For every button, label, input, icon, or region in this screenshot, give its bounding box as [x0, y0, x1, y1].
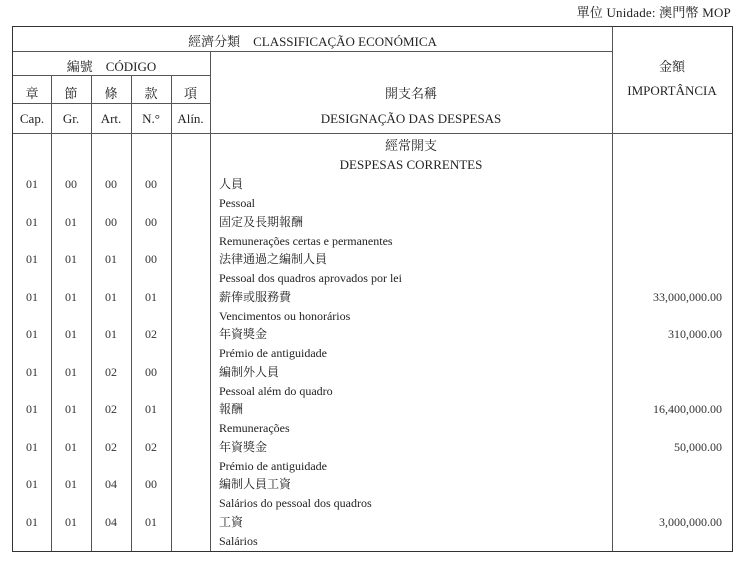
- amount-value: 3,000,000.00: [659, 515, 722, 529]
- designation-zh: 年資獎金: [219, 440, 268, 454]
- code-cell-cap: 01: [26, 290, 38, 304]
- designation-pt: Salários do pessoal dos quadros: [219, 496, 372, 510]
- code-cell-art: 02: [105, 440, 117, 454]
- amount-value: 310,000.00: [668, 327, 722, 341]
- amount-header-pt: IMPORTÂNCIA: [627, 83, 717, 98]
- col-header-cap: Cap.: [19, 111, 45, 126]
- designation-pt: Pessoal: [219, 196, 255, 210]
- code-cell-art: 01: [105, 252, 117, 266]
- designation-zh: 編制外人員: [219, 365, 280, 379]
- amount-value: 33,000,000.00: [653, 290, 722, 304]
- classification-header: 經濟分類 CLASSIFICAÇÃO ECONÓMICA: [188, 34, 437, 49]
- designation-pt: Remunerações certas e permanentes: [219, 234, 393, 248]
- designation-zh: 年資獎金: [219, 327, 268, 341]
- code-cell-cap: 01: [26, 215, 38, 229]
- code-cell-cap: 01: [26, 477, 38, 491]
- code-cell-no: 01: [145, 515, 157, 529]
- col-header-alin: Alín.: [177, 111, 204, 126]
- designation-pt: Pessoal dos quadros aprovados por lei: [219, 271, 402, 285]
- code-cell-cap: 01: [26, 252, 38, 266]
- designation-pt: Prémio de antiguidade: [219, 346, 327, 360]
- code-cell-art: 00: [105, 177, 117, 191]
- designation-zh: 人員: [219, 177, 244, 191]
- col-header-no: N.°: [142, 111, 160, 126]
- designation-zh: 報酬: [219, 402, 244, 416]
- code-cell-gr: 01: [65, 515, 77, 529]
- code-cell-gr: 01: [65, 252, 77, 266]
- designation-header-pt: DESIGNAÇÃO DAS DESPESAS: [320, 111, 502, 126]
- col-header-art: Art.: [100, 111, 122, 126]
- code-cell-no: 00: [145, 177, 157, 191]
- unit-label: 單位 Unidade: 澳門幣 MOP: [576, 5, 731, 20]
- amount-value: 16,400,000.00: [653, 402, 722, 416]
- code-cell-art: 04: [105, 515, 117, 529]
- code-cell-gr: 01: [65, 440, 77, 454]
- designation-pt: Salários: [219, 534, 258, 548]
- code-cell-gr: 01: [65, 327, 77, 341]
- designation-pt: Pessoal além do quadro: [219, 384, 333, 398]
- code-cell-gr: 01: [65, 290, 77, 304]
- code-cell-no: 01: [145, 290, 157, 304]
- row-divider: [13, 103, 210, 104]
- col-header-alin-zh: 項: [183, 86, 197, 101]
- col-divider: [612, 27, 613, 551]
- code-cell-art: 02: [105, 365, 117, 379]
- code-cell-gr: 01: [65, 215, 77, 229]
- section-title-pt: DESPESAS CORRENTES: [339, 157, 483, 172]
- designation-pt: Vencimentos ou honorários: [219, 309, 351, 323]
- code-cell-no: 00: [145, 215, 157, 229]
- designation-zh: 法律通過之編制人員: [219, 252, 328, 266]
- section-title-zh: 經常開支: [384, 138, 437, 153]
- col-divider: [171, 75, 172, 551]
- code-cell-no: 00: [145, 252, 157, 266]
- code-cell-art: 01: [105, 327, 117, 341]
- code-cell-gr: 01: [65, 477, 77, 491]
- code-cell-no: 00: [145, 365, 157, 379]
- code-cell-cap: 01: [26, 402, 38, 416]
- code-cell-no: 00: [145, 477, 157, 491]
- col-header-gr: Gr.: [62, 111, 80, 126]
- code-cell-cap: 01: [26, 365, 38, 379]
- code-cell-gr: 00: [65, 177, 77, 191]
- code-cell-no: 01: [145, 402, 157, 416]
- row-divider: [13, 75, 210, 76]
- code-header: 編號 CÓDIGO: [66, 59, 157, 74]
- code-cell-cap: 01: [26, 327, 38, 341]
- designation-zh: 編制人員工資: [219, 477, 292, 491]
- designation-pt: Prémio de antiguidade: [219, 459, 327, 473]
- budget-table: [12, 26, 733, 552]
- code-cell-cap: 01: [26, 440, 38, 454]
- designation-zh: 固定及長期報酬: [219, 215, 304, 229]
- col-header-no-zh: 款: [144, 86, 158, 101]
- designation-zh: 薪俸或服務費: [219, 290, 292, 304]
- code-cell-cap: 01: [26, 515, 38, 529]
- row-divider: [13, 51, 612, 52]
- designation-zh: 工資: [219, 515, 244, 529]
- code-cell-art: 04: [105, 477, 117, 491]
- code-cell-no: 02: [145, 440, 157, 454]
- col-header-gr-zh: 節: [64, 86, 78, 101]
- code-cell-art: 01: [105, 290, 117, 304]
- code-cell-art: 00: [105, 215, 117, 229]
- code-cell-gr: 01: [65, 365, 77, 379]
- row-divider: [13, 133, 732, 134]
- code-cell-gr: 01: [65, 402, 77, 416]
- code-cell-cap: 01: [26, 177, 38, 191]
- amount-header-zh: 金額: [658, 59, 685, 74]
- designation-pt: Remunerações: [219, 421, 290, 435]
- code-cell-no: 02: [145, 327, 157, 341]
- code-cell-art: 02: [105, 402, 117, 416]
- designation-header-zh: 開支名稱: [384, 86, 437, 101]
- col-header-art-zh: 條: [104, 86, 118, 101]
- col-header-cap-zh: 章: [25, 86, 39, 101]
- amount-value: 50,000.00: [674, 440, 722, 454]
